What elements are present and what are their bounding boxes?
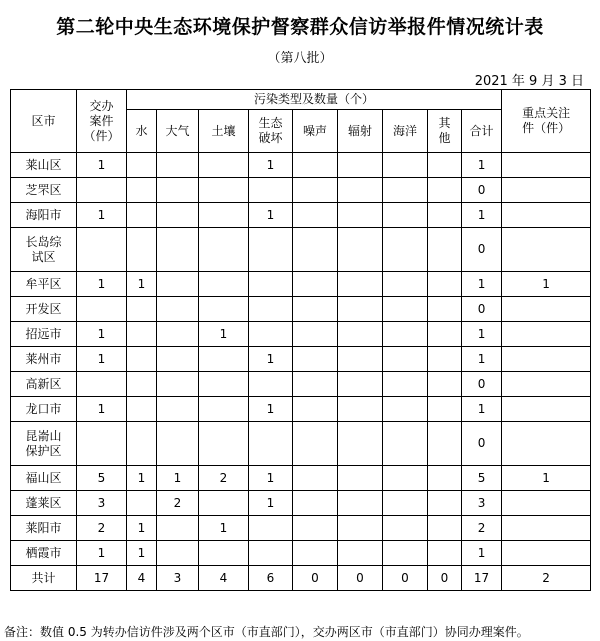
cell-other <box>428 491 462 516</box>
cell-air <box>157 422 199 466</box>
cell-ocean <box>383 422 428 466</box>
cell-total: 0 <box>462 178 502 203</box>
cell-ocean <box>383 178 428 203</box>
header-type-water: 水 <box>127 110 157 153</box>
cell-water <box>127 322 157 347</box>
cell-radiation <box>338 203 383 228</box>
cell-eco <box>249 422 293 466</box>
header-assigned <box>77 90 127 153</box>
cell-eco <box>249 322 293 347</box>
header-type-other: 其 他 <box>428 110 462 153</box>
cell-soil <box>199 422 249 466</box>
cell-total: 1 <box>462 272 502 297</box>
total-cell-key: 2 <box>502 566 591 591</box>
header-type-noise: 噪声 <box>293 110 338 153</box>
cell-noise <box>293 516 338 541</box>
cell-water: 1 <box>127 272 157 297</box>
cell-district: 莱山区 <box>11 153 77 178</box>
cell-key <box>502 347 591 372</box>
header-type-subtotal: 合计 <box>462 110 502 153</box>
table-row <box>11 516 591 541</box>
cell-total: 1 <box>462 322 502 347</box>
cell-other <box>428 297 462 322</box>
cell-eco <box>249 297 293 322</box>
cell-water: 1 <box>127 466 157 491</box>
cell-air <box>157 203 199 228</box>
cell-other <box>428 347 462 372</box>
cell-district: 高新区 <box>11 372 77 397</box>
header-type-air: 大气 <box>157 110 199 153</box>
cell-radiation <box>338 347 383 372</box>
header-pollution-group: 污染类型及数量（个） <box>127 90 502 110</box>
cell-noise <box>293 203 338 228</box>
cell-eco <box>249 178 293 203</box>
cell-key: 1 <box>502 272 591 297</box>
cell-water <box>127 228 157 272</box>
total-cell-air: 3 <box>157 566 199 591</box>
cell-air <box>157 228 199 272</box>
cell-noise <box>293 297 338 322</box>
cell-key <box>502 541 591 566</box>
cell-assigned: 1 <box>77 203 127 228</box>
cell-key <box>502 491 591 516</box>
cell-water <box>127 178 157 203</box>
cell-ocean <box>383 397 428 422</box>
cell-air <box>157 347 199 372</box>
cell-total: 1 <box>462 347 502 372</box>
cell-total: 0 <box>462 372 502 397</box>
cell-other <box>428 541 462 566</box>
cell-water <box>127 203 157 228</box>
cell-district: 莱州市 <box>11 347 77 372</box>
total-cell-water: 4 <box>127 566 157 591</box>
cell-district: 海阳市 <box>11 203 77 228</box>
cell-noise <box>293 491 338 516</box>
cell-total: 0 <box>462 297 502 322</box>
table-row <box>11 466 591 491</box>
cell-ocean <box>383 228 428 272</box>
page-title: 第二轮中央生态环境保护督察群众信访举报件情况统计表 <box>56 16 544 38</box>
cell-water <box>127 422 157 466</box>
cell-assigned: 5 <box>77 466 127 491</box>
report-date: 2021 年 9 月 3 日 <box>474 74 584 89</box>
cell-radiation <box>338 541 383 566</box>
table-row <box>11 347 591 372</box>
cell-ocean <box>383 372 428 397</box>
header-type-radiation: 辐射 <box>338 110 383 153</box>
cell-total: 3 <box>462 491 502 516</box>
cell-assigned: 1 <box>77 272 127 297</box>
total-cell-soil: 4 <box>199 566 249 591</box>
table-row <box>11 372 591 397</box>
cell-soil <box>199 397 249 422</box>
total-cell-radiation: 0 <box>338 566 383 591</box>
cell-radiation <box>338 397 383 422</box>
cell-soil <box>199 297 249 322</box>
cell-air: 2 <box>157 491 199 516</box>
statistics-table <box>10 89 591 591</box>
cell-other <box>428 228 462 272</box>
table-row <box>11 397 591 422</box>
cell-air <box>157 516 199 541</box>
cell-key <box>502 203 591 228</box>
cell-air <box>157 372 199 397</box>
header-assigned-text: 交办 案件 （件） <box>83 98 120 143</box>
cell-noise <box>293 322 338 347</box>
cell-radiation <box>338 516 383 541</box>
cell-radiation <box>338 491 383 516</box>
cell-key <box>502 153 591 178</box>
total-cell-eco: 6 <box>249 566 293 591</box>
cell-district: 龙口市 <box>11 397 77 422</box>
cell-key <box>502 397 591 422</box>
cell-water <box>127 297 157 322</box>
cell-soil <box>199 491 249 516</box>
table-row <box>11 297 591 322</box>
cell-other <box>428 153 462 178</box>
cell-air <box>157 541 199 566</box>
cell-water: 1 <box>127 541 157 566</box>
cell-key: 1 <box>502 466 591 491</box>
cell-soil <box>199 272 249 297</box>
total-row <box>11 566 591 591</box>
cell-other <box>428 272 462 297</box>
table-row <box>11 153 591 178</box>
total-cell-district: 共计 <box>11 566 77 591</box>
cell-assigned <box>77 228 127 272</box>
cell-key <box>502 372 591 397</box>
cell-soil <box>199 228 249 272</box>
cell-assigned: 1 <box>77 397 127 422</box>
cell-soil: 1 <box>199 516 249 541</box>
cell-water <box>127 397 157 422</box>
cell-assigned: 3 <box>77 491 127 516</box>
table-row <box>11 422 591 466</box>
header-type-eco-damage: 生态 破坏 <box>249 110 293 153</box>
cell-noise <box>293 347 338 372</box>
cell-total: 0 <box>462 422 502 466</box>
cell-assigned <box>77 422 127 466</box>
cell-eco: 1 <box>249 203 293 228</box>
footnote: 备注：数值 0.5 为转办信访件涉及两个区市（市直部门），交办两区市（市直部门）协同办理案件。 <box>4 625 529 639</box>
cell-assigned: 1 <box>77 322 127 347</box>
cell-ocean <box>383 153 428 178</box>
cell-key <box>502 422 591 466</box>
cell-soil <box>199 153 249 178</box>
table-row <box>11 322 591 347</box>
cell-total: 1 <box>462 541 502 566</box>
cell-radiation <box>338 272 383 297</box>
cell-key <box>502 322 591 347</box>
cell-eco <box>249 272 293 297</box>
cell-ocean <box>383 203 428 228</box>
cell-ocean <box>383 297 428 322</box>
cell-key <box>502 297 591 322</box>
cell-total: 5 <box>462 466 502 491</box>
cell-eco: 1 <box>249 153 293 178</box>
total-cell-ocean: 0 <box>383 566 428 591</box>
cell-other <box>428 203 462 228</box>
cell-air <box>157 397 199 422</box>
cell-assigned <box>77 178 127 203</box>
cell-water <box>127 491 157 516</box>
cell-radiation <box>338 228 383 272</box>
cell-key <box>502 228 591 272</box>
cell-noise <box>293 422 338 466</box>
header-type-soil: 土壤 <box>199 110 249 153</box>
cell-other <box>428 422 462 466</box>
header-district: 区市 <box>11 90 77 153</box>
cell-soil <box>199 347 249 372</box>
table-row <box>11 203 591 228</box>
cell-eco: 1 <box>249 397 293 422</box>
total-cell-assigned: 17 <box>77 566 127 591</box>
cell-water <box>127 372 157 397</box>
cell-soil <box>199 541 249 566</box>
cell-total: 2 <box>462 516 502 541</box>
cell-noise <box>293 466 338 491</box>
cell-other <box>428 516 462 541</box>
header-type-ocean: 海洋 <box>383 110 428 153</box>
cell-radiation <box>338 153 383 178</box>
cell-total: 1 <box>462 153 502 178</box>
cell-district: 牟平区 <box>11 272 77 297</box>
table-row <box>11 491 591 516</box>
cell-eco <box>249 228 293 272</box>
header-key-attention <box>502 90 591 153</box>
cell-district: 开发区 <box>11 297 77 322</box>
cell-radiation <box>338 466 383 491</box>
cell-other <box>428 372 462 397</box>
total-cell-noise: 0 <box>293 566 338 591</box>
batch-subtitle: （第八批） <box>267 51 333 66</box>
cell-eco <box>249 372 293 397</box>
cell-ocean <box>383 466 428 491</box>
table-row <box>11 228 591 272</box>
cell-other <box>428 322 462 347</box>
cell-assigned: 1 <box>77 153 127 178</box>
cell-air <box>157 153 199 178</box>
cell-air <box>157 297 199 322</box>
cell-ocean <box>383 322 428 347</box>
cell-ocean <box>383 541 428 566</box>
cell-eco: 1 <box>249 347 293 372</box>
cell-noise <box>293 372 338 397</box>
cell-water: 1 <box>127 516 157 541</box>
cell-ocean <box>383 491 428 516</box>
cell-district: 栖霞市 <box>11 541 77 566</box>
cell-assigned: 2 <box>77 516 127 541</box>
total-cell-other: 0 <box>428 566 462 591</box>
cell-total: 1 <box>462 203 502 228</box>
cell-other <box>428 178 462 203</box>
cell-other <box>428 466 462 491</box>
cell-district: 长岛综 试区 <box>11 228 77 272</box>
cell-noise <box>293 153 338 178</box>
cell-assigned <box>77 372 127 397</box>
cell-radiation <box>338 297 383 322</box>
total-cell-total: 17 <box>462 566 502 591</box>
cell-district: 芝罘区 <box>11 178 77 203</box>
cell-noise <box>293 228 338 272</box>
cell-total: 1 <box>462 397 502 422</box>
cell-air <box>157 178 199 203</box>
cell-noise <box>293 397 338 422</box>
cell-radiation <box>338 178 383 203</box>
cell-ocean <box>383 516 428 541</box>
cell-soil <box>199 372 249 397</box>
cell-noise <box>293 541 338 566</box>
cell-key <box>502 516 591 541</box>
header-key-attention-text: 重点关注 件（件） <box>522 106 571 135</box>
cell-water <box>127 153 157 178</box>
cell-air: 1 <box>157 466 199 491</box>
cell-assigned: 1 <box>77 541 127 566</box>
cell-soil <box>199 203 249 228</box>
cell-noise <box>293 272 338 297</box>
cell-assigned: 1 <box>77 347 127 372</box>
cell-other <box>428 397 462 422</box>
cell-radiation <box>338 372 383 397</box>
table-row <box>11 178 591 203</box>
cell-eco: 1 <box>249 466 293 491</box>
cell-district: 招远市 <box>11 322 77 347</box>
cell-ocean <box>383 347 428 372</box>
cell-radiation <box>338 322 383 347</box>
cell-soil <box>199 178 249 203</box>
table-row <box>11 272 591 297</box>
cell-air <box>157 322 199 347</box>
cell-eco: 1 <box>249 491 293 516</box>
cell-district: 福山区 <box>11 466 77 491</box>
cell-assigned <box>77 297 127 322</box>
cell-noise <box>293 178 338 203</box>
cell-water <box>127 347 157 372</box>
cell-radiation <box>338 422 383 466</box>
cell-key <box>502 178 591 203</box>
cell-district: 昆嵛山 保护区 <box>11 422 77 466</box>
table-row <box>11 541 591 566</box>
cell-ocean <box>383 272 428 297</box>
cell-district: 蓬莱区 <box>11 491 77 516</box>
cell-air <box>157 272 199 297</box>
cell-total: 0 <box>462 228 502 272</box>
cell-district: 莱阳市 <box>11 516 77 541</box>
cell-soil: 1 <box>199 322 249 347</box>
cell-eco <box>249 516 293 541</box>
cell-eco <box>249 541 293 566</box>
cell-soil: 2 <box>199 466 249 491</box>
